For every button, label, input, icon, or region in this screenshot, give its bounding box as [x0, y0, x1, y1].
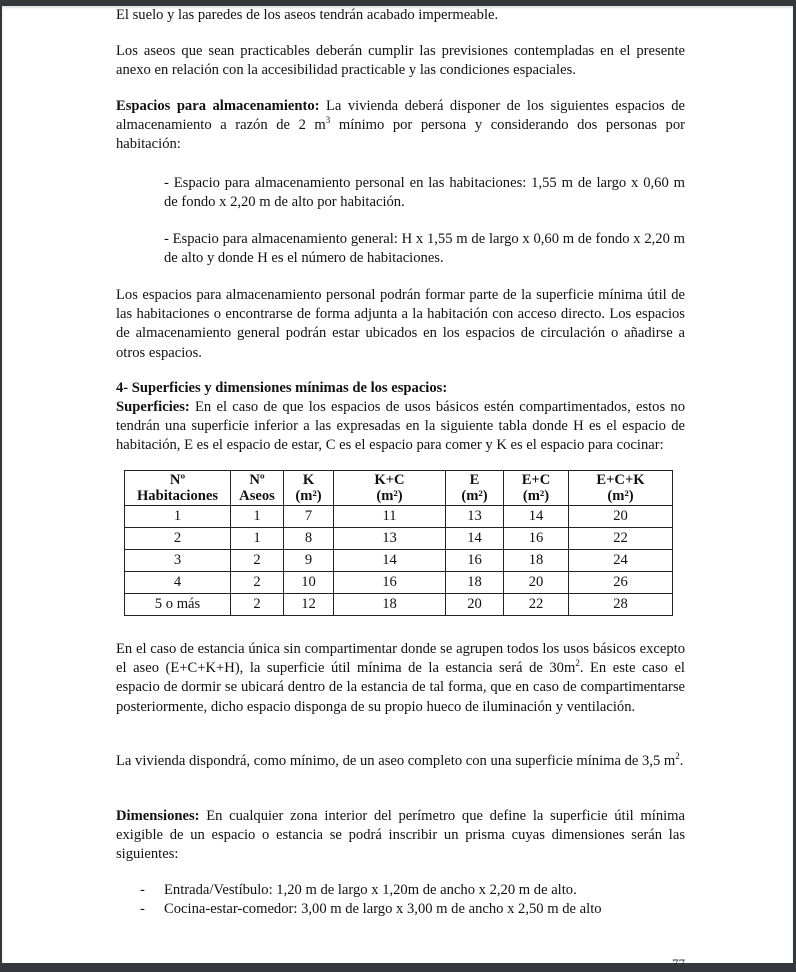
table-cell: 2 — [125, 528, 231, 550]
table-cell: 12 — [284, 594, 334, 616]
table-cell: 5 o más — [125, 594, 231, 616]
storage-text-a: La vivienda deberá disponer de los siguientes espacios de almacenamiento a razón de 2 m — [116, 98, 685, 134]
table-cell: 8 — [284, 528, 334, 550]
paragraph-surfaces — [116, 398, 685, 456]
table-cell: 2 — [231, 594, 284, 616]
storage-heading: Espacios para almacenamiento: — [116, 98, 320, 114]
table-cell: 11 — [334, 506, 446, 528]
storage-item-general: - Espacio para almacenamiento general: H x 1,55 m de largo x 0,60 m de fondo x 2,20 m de alto y donde H es el número de habitaciones. — [164, 231, 685, 267]
single-room-text-b: . En este caso el espacio de dormir se ubicará dentro de la estancia de tal forma, que en caso de compartimentarse posteriormente, dicho espacio disponga de su propio hueco de iluminación y ventilación. — [116, 660, 685, 715]
header-habitaciones: Nº Habitaciones — [125, 471, 231, 506]
table-cell: 16 — [446, 550, 504, 572]
table-cell: 20 — [504, 572, 569, 594]
table-cell: 22 — [569, 528, 673, 550]
table-cell: 2 — [231, 572, 284, 594]
paragraph-bathroom — [116, 752, 685, 771]
list-item-text: Cocina-estar-comedor: 3,00 m de largo x 3,00 m de ancho x 2,50 m de alto — [164, 901, 602, 918]
dimensions-list — [116, 881, 685, 919]
table-cell: 18 — [334, 594, 446, 616]
table-cell: 1 — [125, 506, 231, 528]
header-e-c: E+C (m²) — [504, 471, 569, 506]
table-cell: 28 — [569, 594, 673, 616]
table-cell: 9 — [284, 550, 334, 572]
table-cell: 1 — [231, 528, 284, 550]
table-cell: 13 — [334, 528, 446, 550]
header-aseos: Nº Aseos — [231, 471, 284, 506]
table-cell: 20 — [446, 594, 504, 616]
list-item — [116, 900, 685, 919]
dimensions-label: Dimensiones: — [116, 808, 200, 824]
paragraph-aseos-impermeable: El suelo y las paredes de los aseos tendrán acabado impermeable. — [116, 7, 499, 23]
table-row — [125, 550, 673, 572]
list-item — [116, 881, 685, 900]
header-e-c-k: E+C+K (m²) — [569, 471, 673, 506]
table-cell: 18 — [504, 550, 569, 572]
dimensions-text: En cualquier zona interior del perímetro que define la superficie útil mínima exigible de un espacio o estancia se podrá inscribir un prisma cuyas dimensiones serán las siguientes: — [116, 808, 685, 863]
paragraph-single-room — [116, 640, 685, 717]
table-cell: 24 — [569, 550, 673, 572]
dash-bullet: - — [140, 882, 145, 898]
surfaces-label: Superficies: — [116, 399, 190, 415]
table-cell: 14 — [334, 550, 446, 572]
list-item-text: Entrada/Vestíbulo: 1,20 m de largo x 1,20m de ancho x 2,20 m de alto. — [164, 882, 577, 898]
header-k: K (m²) — [284, 471, 334, 506]
page-number: 77 — [672, 956, 685, 971]
table-header-row — [125, 471, 673, 506]
single-room-text-a: En el caso de estancia única sin compartimentar donde se agrupen todos los usos básicos excepto el aseo (E+C+K+H), la superficie útil mínima de la estancia será de 30m — [116, 641, 685, 677]
table-cell: 18 — [446, 572, 504, 594]
section-heading: 4- Superficies y dimensiones mínimas de los espacios: — [116, 380, 448, 396]
table-row — [125, 528, 673, 550]
document-page — [2, 6, 793, 971]
storage-text-b: mínimo por persona y considerando dos personas por habitación: — [116, 117, 685, 153]
bathroom-superscript: 2 — [675, 751, 680, 762]
minimum-surfaces-table — [124, 470, 673, 616]
table-cell: 14 — [446, 528, 504, 550]
bathroom-text-b: . — [679, 753, 684, 769]
table-cell: 10 — [284, 572, 334, 594]
storage-superscript: 3 — [325, 115, 331, 126]
paragraph-aseos-practicables: Los aseos que sean practicables deberán cumplir las previsiones contempladas en el presente anexo en relación con la accesibilidad practicable y las condiciones espaciales. — [116, 43, 685, 79]
table-cell: 16 — [504, 528, 569, 550]
table-body — [125, 506, 673, 616]
paragraph-storage-note: Los espacios para almacenamiento personal podrán formar parte de la superficie mínima útil de las habitaciones o encontrarse de forma adjunta a la habitación con acceso directo. Los espacios de almacenamiento general podrán estar ubicados en los espacios de circulación o añadirse a otros espacios. — [116, 287, 685, 361]
table-cell: 13 — [446, 506, 504, 528]
dash-bullet: - — [140, 901, 145, 918]
paragraph-dimensions — [116, 807, 685, 865]
single-room-superscript: 2 — [575, 658, 580, 669]
table-cell: 2 — [231, 550, 284, 572]
table-row — [125, 572, 673, 594]
table-cell: 16 — [334, 572, 446, 594]
bathroom-text-a: La vivienda dispondrá, como mínimo, de un aseo completo con una superficie mínima de 3,5 m — [116, 753, 676, 769]
header-k-c: K+C (m²) — [334, 471, 446, 506]
table-cell: 1 — [231, 506, 284, 528]
table-cell: 22 — [504, 594, 569, 616]
table-cell: 26 — [569, 572, 673, 594]
storage-item-personal: - Espacio para almacenamiento personal en las habitaciones: 1,55 m de largo x 0,60 m de fondo x 2,20 m de alto por habitación. — [164, 175, 685, 211]
table-cell: 20 — [569, 506, 673, 528]
surfaces-text: En el caso de que los espacios de usos básicos estén compartimentados, estos no tendrán una superficie inferior a las expresadas en la siguiente tabla donde H es el espacio de habitación, E es el espacio de estar, C es el espacio para comer y K es el espacio para cocinar: — [116, 399, 685, 454]
table-cell: 7 — [284, 506, 334, 528]
table-row — [125, 594, 673, 616]
header-e: E (m²) — [446, 471, 504, 506]
table-row — [125, 506, 673, 528]
paragraph-storage — [116, 97, 685, 155]
table-cell: 3 — [125, 550, 231, 572]
table-cell: 4 — [125, 572, 231, 594]
table-cell: 14 — [504, 506, 569, 528]
